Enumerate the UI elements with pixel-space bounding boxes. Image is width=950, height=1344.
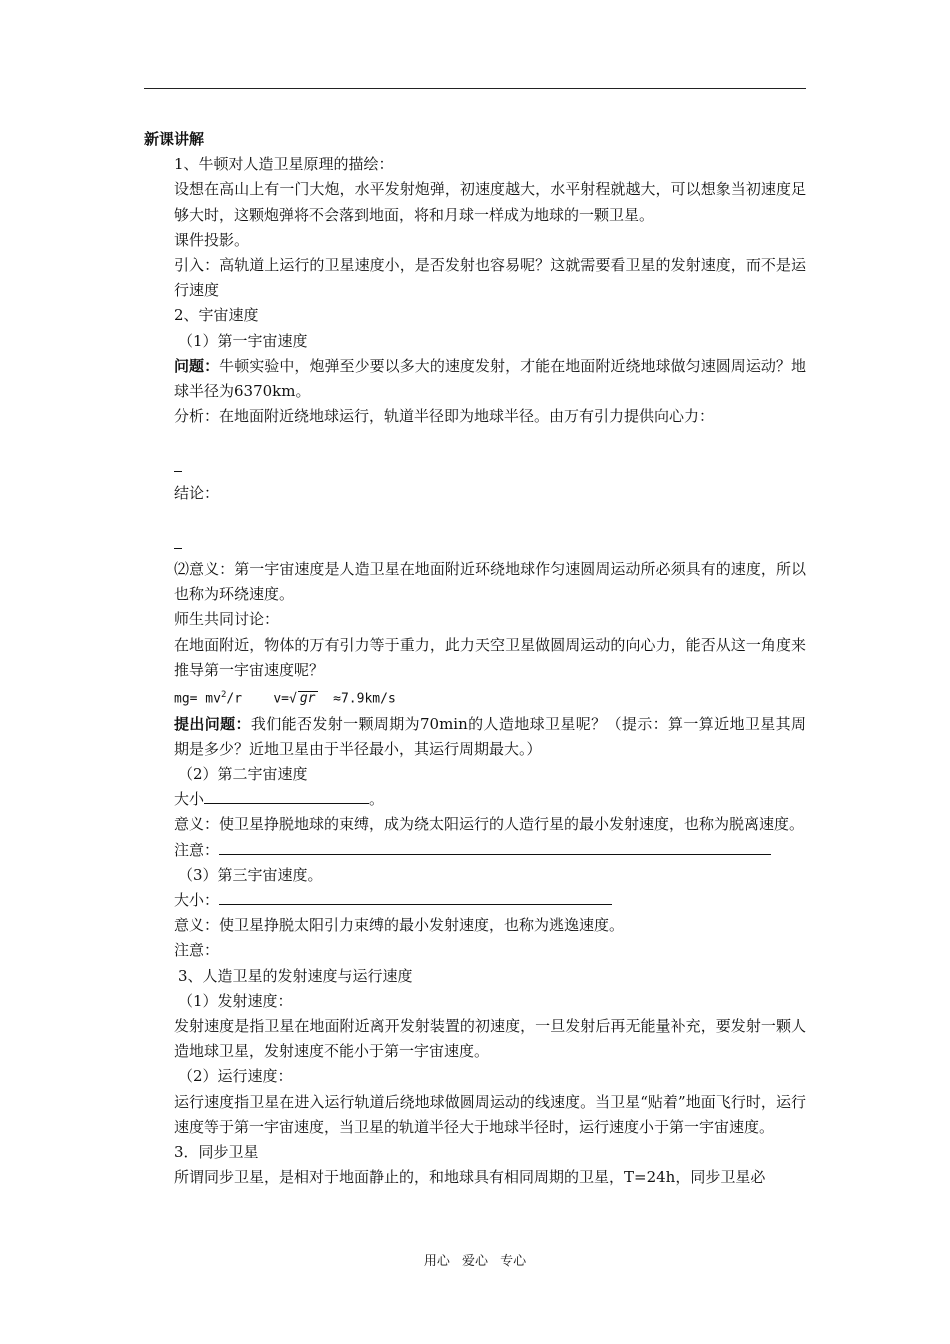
formula-placeholder bbox=[144, 532, 806, 557]
paragraph: 意义：使卫星挣脱地球的束缚，成为绕太阳运行的人造行星的最小发射速度，也称为脱离速度。 bbox=[174, 815, 805, 834]
paragraph: 3、人造卫星的发射速度与运行速度 bbox=[178, 966, 413, 985]
paragraph: 结论： bbox=[174, 483, 220, 502]
paragraph: 师生共同讨论： bbox=[174, 610, 280, 629]
fill-label: 注意： bbox=[174, 840, 220, 859]
paragraph: 发射速度是指卫星在地面附近离开发射装置的初速度，一旦发射后再无能量补充，要发射一颗人造地球卫星，发射速度不能小于第一宇宙速度。 bbox=[174, 1017, 806, 1061]
subheading: （2）第二宇宙速度 bbox=[178, 765, 308, 783]
paragraph: 2、宇宙速度 bbox=[174, 306, 259, 325]
question-label: 问题： bbox=[174, 356, 220, 375]
fill-in-line bbox=[144, 838, 806, 863]
paragraph: 所谓同步卫星，是相对于地面静止的，和地球具有相同周期的卫星，T=24h，同步卫星必 bbox=[174, 1168, 766, 1187]
question-text: 我们能否发射一颗周期为70min的人造地球卫星呢？（提示：算一算近地卫星其周期是多少？近地卫星由于半径最小，其运行周期最大。） bbox=[174, 714, 806, 758]
section-title: 新课讲解 bbox=[144, 130, 205, 148]
formula-exponent: 2 bbox=[220, 690, 227, 701]
document-body bbox=[144, 127, 806, 1190]
formula-rhs: /r bbox=[226, 691, 243, 707]
paragraph: 意义：使卫星挣脱太阳引力束缚的最小发射速度，也称为逃逸速度。 bbox=[174, 916, 625, 935]
formula-v: v= bbox=[273, 691, 290, 707]
placeholder-dash bbox=[174, 536, 182, 549]
header-rule bbox=[144, 88, 806, 89]
fill-label: 大小： bbox=[174, 891, 220, 910]
formula-radicand: gr bbox=[299, 691, 316, 707]
subheading: （2）运行速度： bbox=[178, 1067, 293, 1086]
formula-approx: ≈7.9km/s bbox=[333, 691, 396, 707]
answer-blank bbox=[204, 789, 369, 804]
question-label: 提出问题： bbox=[174, 714, 251, 733]
answer-blank bbox=[219, 890, 612, 905]
question-text: 牛顿实验中，炮弹至少要以多大的速度发射，才能在地面附近绕地球做匀速圆周运动？地球半径为6370km。 bbox=[174, 356, 806, 401]
answer-blank bbox=[219, 840, 771, 855]
placeholder-dash bbox=[174, 459, 182, 472]
paragraph: 3．同步卫星 bbox=[174, 1143, 259, 1162]
paragraph: 课件投影。 bbox=[174, 230, 250, 249]
question-paragraph bbox=[144, 712, 806, 762]
formula-placeholder bbox=[144, 455, 806, 480]
page-footer: 用心 爱心 专心 bbox=[423, 1254, 527, 1269]
paragraph: 1、牛顿对人造卫星原理的描绘： bbox=[174, 155, 394, 174]
subheading: （3）第三宇宙速度。 bbox=[178, 865, 323, 884]
paragraph: 引入：高轨道上运行的卫星速度小，是否发射也容易呢？这就需要看卫星的发射速度，而不是运行速度 bbox=[174, 256, 806, 300]
paragraph: 运行速度指卫星在进入运行轨道后绕地球做圆周运动的线速度。当卫星“贴着”地面飞行时，运行速度等于第一宇宙速度，当卫星的轨道半径大于地球半径时，运行速度小于第一宇宙速度。 bbox=[174, 1092, 806, 1136]
fill-in-line bbox=[144, 787, 806, 812]
paragraph: ⑵意义：第一宇宙速度是人造卫星在地面附近环绕地球作匀速圆周运动所必须具有的速度，所以也称为环绕速度。 bbox=[174, 560, 806, 604]
subheading: （1）第一宇宙速度 bbox=[178, 331, 308, 350]
paragraph: 分析：在地面附近绕地球运行，轨道半径即为地球半径。由万有引力提供向心力： bbox=[174, 407, 715, 426]
subheading: （1）发射速度： bbox=[178, 991, 293, 1010]
paragraph: 设想在高山上有一门大炮，水平发射炮弹，初速度越大，水平射程就越大，可以想象当初速度足够大时，这颗炮弹将不会落到地面，将和月球一样成为地球的一颗卫星。 bbox=[174, 180, 806, 224]
question-paragraph bbox=[144, 354, 806, 404]
fill-label: 大小 bbox=[174, 790, 205, 809]
paragraph: 注意： bbox=[174, 941, 220, 960]
formula-line: $mg= mv^2/r$ v=√ gr ≈7.9km/s bbox=[174, 690, 396, 707]
paragraph: 在地面附近，物体的万有引力等于重力，此力天空卫星做圆周运动的向心力，能否从这一角度来推导第一宇宙速度呢？ bbox=[174, 635, 806, 679]
formula-lhs: mg= mv bbox=[174, 691, 221, 707]
fill-in-line bbox=[144, 888, 806, 913]
fill-end: 。 bbox=[369, 790, 385, 809]
